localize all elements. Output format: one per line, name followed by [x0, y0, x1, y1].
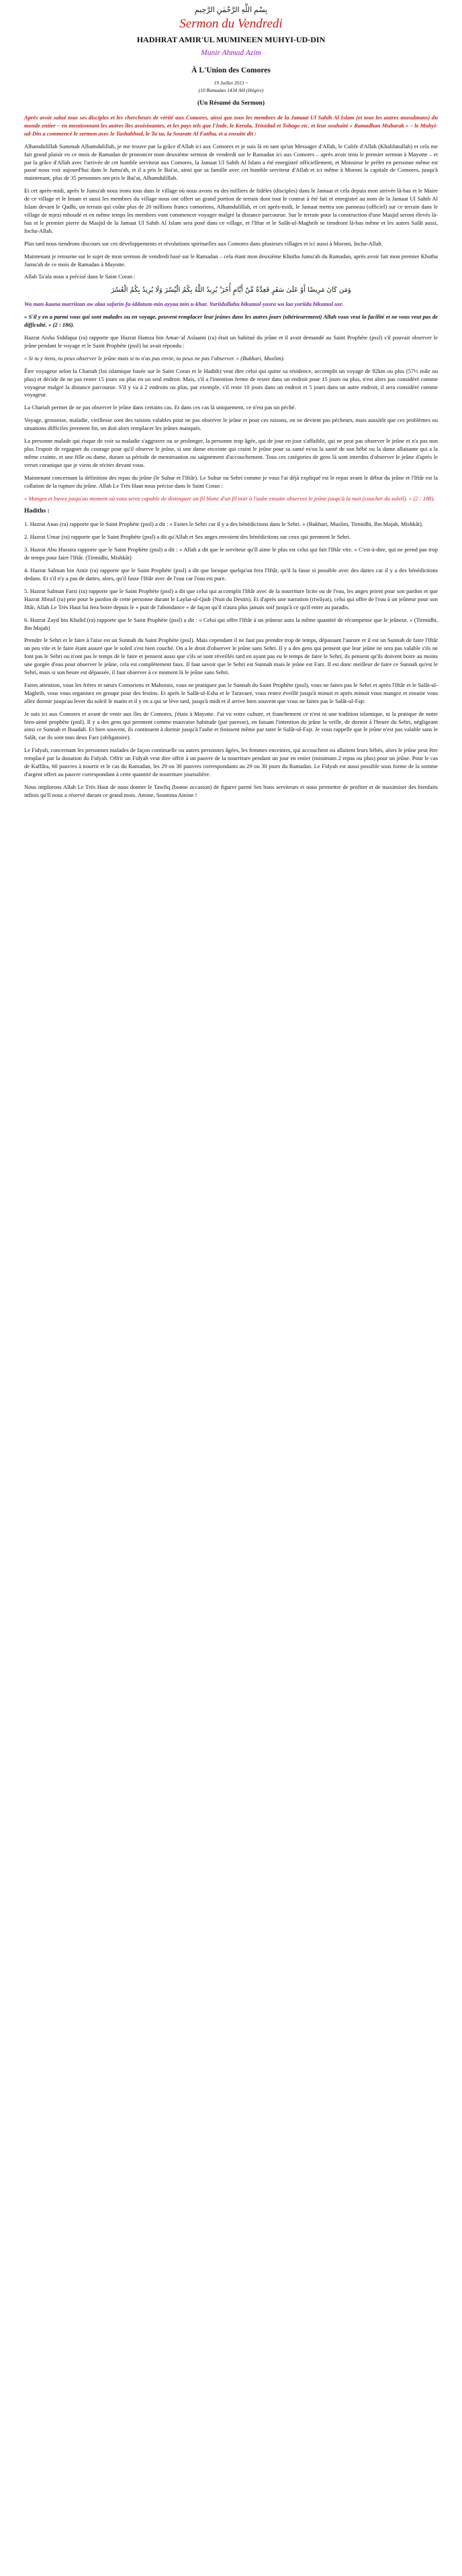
paragraph: La personne malade qui risque de voir sa maladie s'aggraver ou se prolonger, la personne trop âgée, qui de jour en jour s'affaiblit, qui ne peut pas observer le jeûne et n'a pas non plus l'espoir de regagner du courage pour qu'il observe le jeûne, si une dame enceinte qui craint le jeûne pour sa santé et/ou la santé de son bébé ou la dame allaitante qui a la même crainte, et une fille ou dame, durant sa période de menstruation ou saignement d'accouchement. Tous ces catégories de gens là sont interdits d'observer le jeûne d'après le verset coranique que je viens de réciter devant vous. [24, 437, 438, 468]
paragraph: Être voyageur selon la Chariah (loi islamique basée sur le Saint Coran et le Hadith) veut dire celui qui quitte sa résidence, accomplit un voyage de 92km ou plus (57½ mile ou plus) et décide de ne pas rester 15 jours ou plus en un seul endroit. Mais, s'il a l'intention ferme de rester dans un endroit pour 15 jours ou plus, n'est alors pas considéré comme voyageur malgré la distance parcourue. S'il y va à 2 endroits ou plus, par exemple, s'il reste 10 jours dans un endroit et 5 jours dans un autre endroit, il sera considéré comme voyageur. [24, 367, 438, 398]
hadhrat-line: HADHRAT AMIR'UL MUMINEEN MUHYI-UD-DIN [136, 35, 326, 44]
hadith-item: 4. Hazrat Salman bin Amir (ra) rapporte que le Saint Prophète (pssl) a dit que lorsque quelqu'un fera l'Iftâr, qu'il la fasse si possible avec des dattes car il y a des bénédictions dedans. Et s'il n'y a pas de dattes, alors, qu'il fasse l'Iftâr avec de l'eau car l'eau est pure. [24, 567, 438, 582]
hadith-item: 1. Hazrat Anas (ra) rapporte que le Saint Prophète (pssl) a dit : « Faites le Sehri car il y a des bénédictions dans le Sehri. » (Bukhari, Muslim, Tirmidhi, Ibn Majah, Mishkât). [24, 521, 424, 528]
location-subtitle: À L'Union des Comores [191, 66, 271, 74]
hadith-quote: « Si tu y tiens, tu peux observer le jeûne mais si tu n'as pas envie, tu peux ne pas l'observer. » (Bukhari, Muslim). [24, 354, 285, 362]
verse-translation: « S'il y en a parmi vous qui sont malades ou en voyage, peuvent remplacer leur jeûnes dans les autres jours (ultérieurement) Allah vous veut la facilité et ne vous veut pas de difficulté. » (2 : 186). [24, 313, 438, 329]
date-gregorian: 19 Juillet 2013 ~ [214, 80, 248, 86]
arabic-verse: وَمَن كَانَ مَرِيضًا أَوْ عَلَىٰ سَفَرٍ فَعِدَّةٌ مِّنْ أَيَّامٍ أُخَرَ ۗ يُرِيدُ اللَّهُ بِكُمُ الْيُسْرَ وَلَا يُرِيدُ بِكُمُ الْعُسْرَ [111, 286, 351, 294]
quran-quote: « Mangez et buvez jusqu'au moment où vous serez capable de distinguer un fil blanc d'un fil noir à l'aube ensuite observez le jeûne jusqu'à la nuit (coucher du soleil). » (2 : 188). [24, 494, 435, 502]
hadiths-heading: Hadiths : [24, 508, 50, 515]
paragraph: Prendre le Sehri et le faire à l'aise est un Sunnah du Saint Prophète (pssl). Mais cependant il ne faut pas prendre trop de temps, dépassant l'aurore et il est un Sunnah de faire l'Iftâr un peu vite et le faire étant assuré que le soleil s'est bien couché. On a le droit d'observer le jeûne sans Sehri. Il y a des gens qui pensent que leur jeûne ne sera pas valable s'ils ne font pas le Sehri ou n'ont pas le temps de le faire et pensent aussi que s'ils se sont réveillés tard en ayant pas eu le temps de faire le Sehri, ils pensent qu'ils doivent boire au moins une gorgée d'eau pour observer le jeûne, cela est complètement faux. Il faut savoir que le Sehri est Sunnah mais le jeûne est Farz. Il est donc meilleur de faire ce Sunnah qu'est le Sehri, mais si son heure est dépassée, il faut observer à ce moment là le jeûne sans Sehri. [24, 637, 438, 676]
hadith-item: 5. Hazrat Salman Farsi (ra) rapporte que le Saint Prophète (pssl) a dit que celui qui accomplit l'Iftâr avec de la nourriture licite ou de l'eau, les anges prient pour son pardon et que Hazrat Jibrail (ra) prie pour le pardon de cette personne durant le Laylat-ul-Qadr (Nuit du Destin). Et d'après une narration (riwâyat), celui qui offre de l'eau à un jeûneur pour son Iftâr, Allah Le Très Haut lui fera boire depuis le « puit de l'abondance » de façon qu'il n'aura plus jamais soif jusqu'à ce qu'il entre au paradis. [24, 587, 438, 610]
paragraph: Et cet après-midi, après le Jumu'ah nous irons tous dans le village où nous avons eu des milliers de fidèles (disciples) dans le Jamaat et cela depuis mon arrivée là-bas et le Maire de ce village et le Imam et aussi les membres du village nous ont offert un grand portion de terrain dont tout le contrat à été fait et enregistré au nom de la Jamaat Ul Sahih Al Islam devant le Qadhi, un terrain qui coûte plus de 20 millions francs comoriens, Alhamdulillah, et cet après-midi, le Jamaat mettra son panneau (officiel) sur ce terrain dans le village de mjezi mboudé et en même temps les membres vont commencer voyager malgré la distance parcourue. Sur le terrain pour la construction d'une Masjid seront élevés là-bas et le premier pierre du Masjid de la Jamaat Ul Sahih Al Islam sera posé dans ce village, et l'Iftar et le Salât-ul-Maghrib se tiendront là-bas même et les autres Salât aussi, Incha-Allah. [24, 187, 438, 234]
paragraph: Faites attention, vous les frères et sœurs Comoriens et Mahorais, vous ne pratiquez pas le Sunnah du Saint Prophète (pssl), vous ne faites pas le Sehri et après l'Iftâr et le Salât-ul-Maghrib, vous vous organisez en groupe pour des festins. Et après le Salât-ul-Esha et le Taravaee, vous restez éveillé jusqu'à minuit et après minuit vous mangez et ensuite vous allez dormir jusqu'au lever du soleil le matin et il y en a qui se lève tard, jusqu'à midi et il arrive bien souvent que vous ne faites pas le Salât-ul-Fajr. [24, 681, 438, 704]
paragraph: Hazrat Aisha Siddiqua (ra) rapporte que Hazrat Hamza bin Amar-'al Aslaami (ra) était un habitué du jeûne et il avait demandé au Saint Prophète (pssl) s'il pouvait observer le jeûne pendant le voyage et le Saint Prophète (pssl) lui avait répondu : [24, 334, 438, 349]
date-block [24, 79, 438, 94]
transliteration: Wa man-kaana marriizan aw alaa safarin-fa-iddatum-min ayyaa min u-khar. Yuriidullahu bikumul-yusra wa laa yuriidu bikumul usr. [24, 301, 344, 308]
intro-paragraph: Après avoir salué tous ses disciples et les chercheurs de vérité aux Comores, ainsi que tous les membres de la Jamaat Ul Sahih Al Islam (et tous les autres musulmans) du monde entier – en mentionnant les autres îles avoisinantes, et les pays tels que l'Inde, le Kerala, Trinidad et Tobago etc. et leur souhaité « Ramadhan Mubarak » – le Muhyi-ud-Din a commencé le sermon avec le Tashahhud, le Ta'uz, la Sourate Al Fatiha, et a ensuite dit : [24, 114, 438, 137]
closing-paragraph: Nous implorons Allah Le Très Haut de nous donner le Tawfiq (bonne occasion) de figurer parmi Ses bons serviteurs et nous permettre de profiter et de maximiser des bienfaits infinis qu'Il nous a réservé durant ce grand mois. Amine, Soumma Amine ! [24, 783, 438, 798]
paragraph: Allah Ta'ala nous a précisé dans le Saint Coran : [24, 273, 136, 280]
paragraph: Maintenant concernant la définition des repas du jeûne (le Suhur et l'Iftâr). Le Suhur ou Sehri comme je vous l'ai déjà expliqué est le repas avant le début du jeûne et l'Iftâr est la collation de la rupture du jeûne. Allah Le Très Haut nous précise dans le Saint Coran : [24, 474, 438, 489]
paragraph: Je suis ici aux Comores et avant de venir aux îles de Comores, j'étais à Mayotte. J'ai vu votre culture, et franchement ce n'est ni une tradition islamique, ni la pratique de notre bien-aimé prophète (pssl). Il y a des gens qui prennent comme mauvaise habitude (par paresse), en faisant l'intention du jeûne la veille, de dormir à l'heure du Sehri, négligeant ainsi ce Sunnah et Ibaadah. Et bien souvent, ils continuent à dormir jusqu'à l'aube et finissent même par rater le Salât-ul-Fajr. Je vous rappelle que le jeûne n'est pas valable sans le Salât, car ils sont tous deux Farz (obligatoire). [24, 710, 438, 741]
paragraph: Maintenant je retourne sur le sujet de mon sermon de vendredi basé sur le Ramadan – cela étant mon deuxième Khutba Jumu'ah du Ramadan, après avoir fait mon premier Khutba Jumu'ah de ce mois de Ramadan à Mayotte. [24, 252, 438, 268]
author-name: Munir Ahmad Azim [201, 49, 261, 57]
page-title: Sermon du Vendredi [179, 17, 283, 31]
summary-label: (Un Résumé du Sermon) [197, 100, 265, 107]
paragraph: La Chariah permet de ne pas observer le jeûne dans certains cas. Et dans ces cas là uniquement, ce n'est pas un péché. [24, 404, 296, 411]
date-hijri: (10 Ramadan 1434 AH (Hégire) [198, 87, 264, 93]
paragraph: Plus tard nous tiendrons discours sur ces développements et révolutions spirituelles aux Comores dans plusieurs villages et ici aussi à Moroni, Incha-Allah. [24, 239, 383, 247]
hadith-item: 2. Hazrat Umar (ra) rapporte que le Saint Prophète (pssl) a dit qu'Allah et Ses anges envoient des bénédictions sur ceux qui prennent le Sehri. [24, 533, 351, 541]
paragraph: Le Fidyah, concernant les personnes malades de façon continuelle ou autres personnes âgées, les femmes enceintes, qui accouchent ou allaitent leurs bébés, alors le jeûne peut être remplacé par la donation du Fidyah. Offrir un Fidyah veut dire offrir à un pauvre de la nourriture pendant un jour en entier (minimum 2 repas ou plus) pour un jeûne. Pour le cas de Kaffâra, 60 pauvres à nourrir et le cas du Ramadan, les 29 ou 30 pauvres correspondants au 29 ou 30 jours du Ramadan. Le Fidyah est aussi possible sous forme de la somme d'argent offert au pauvre correspondant à cette quantité de nourriture journalière. [24, 747, 438, 777]
hadith-item: 3. Hazrat Abu Huraira rapporte que le Saint Prophète (pssl) a dit : « Allah a dit que le serviteur qu'Il aime le plus est celui qui fait l'Iftâr vite. » C'est-à-dire, qui ne prend pas trop de temps pour faire l'Iftâr. (Tirmidhi, Mishkât) [24, 546, 438, 561]
paragraph: Voyage, grossesse, maladie, vieillesse sont des raisons valables pour ne pas observer le jeûne et pour ces raisons, on ne devient pas pécheurs, mais aussitôt que ces problèmes ou situations difficiles prennent fin, on doit alors remplacer les jeûnes manqués. [24, 417, 438, 432]
bismillah: بِسْمِ اللَّهِ الرَّحْمٰنِ الرَّحِيمِ [194, 6, 268, 14]
paragraph: Alhamdulillah Summah Alhamdulillah, je me trouve par la grâce d'Allah ici aux Comores et je suis là en tant qu'un Messager d'Allah, le Calife d'Allah (Khalifatullah) et cela me fait grand plaisir en ce mois de Ramadan de prononcer mon deuxième sermon de vendredi sur le Ramadan ici aux Comores – après avoir tenu le premier sermon à Mayotte – et par la grâce d'Allah avec l'arrivée de cet humble serviteur aux Comores, la Jamaat Ul Sahih Al Islam a été enregistré officiellement, et Monsieur le préfet en personne même est passé nous voir aujourd'hui dans le Jumu'ah, et il a pris le Bai'at, ainsi que sa famille avec cet humble serviteur d'Allah et ici même à Moroni la capitale de Comores, jusqu'à maintenant, plus de 35 personnes ont pris le Bai'at, Alhamdulillah. [24, 142, 438, 182]
hadith-item: 6. Hazrat Zayd bin Khalid (ra) rapporte que le Saint Prophète (pssl) a dit : « Celui qui offre l'Iftâr à un jeûneur aura la même quantité de récompense que le jeûneur. » (Tirmidhi, Ibn Majah) [24, 616, 438, 631]
